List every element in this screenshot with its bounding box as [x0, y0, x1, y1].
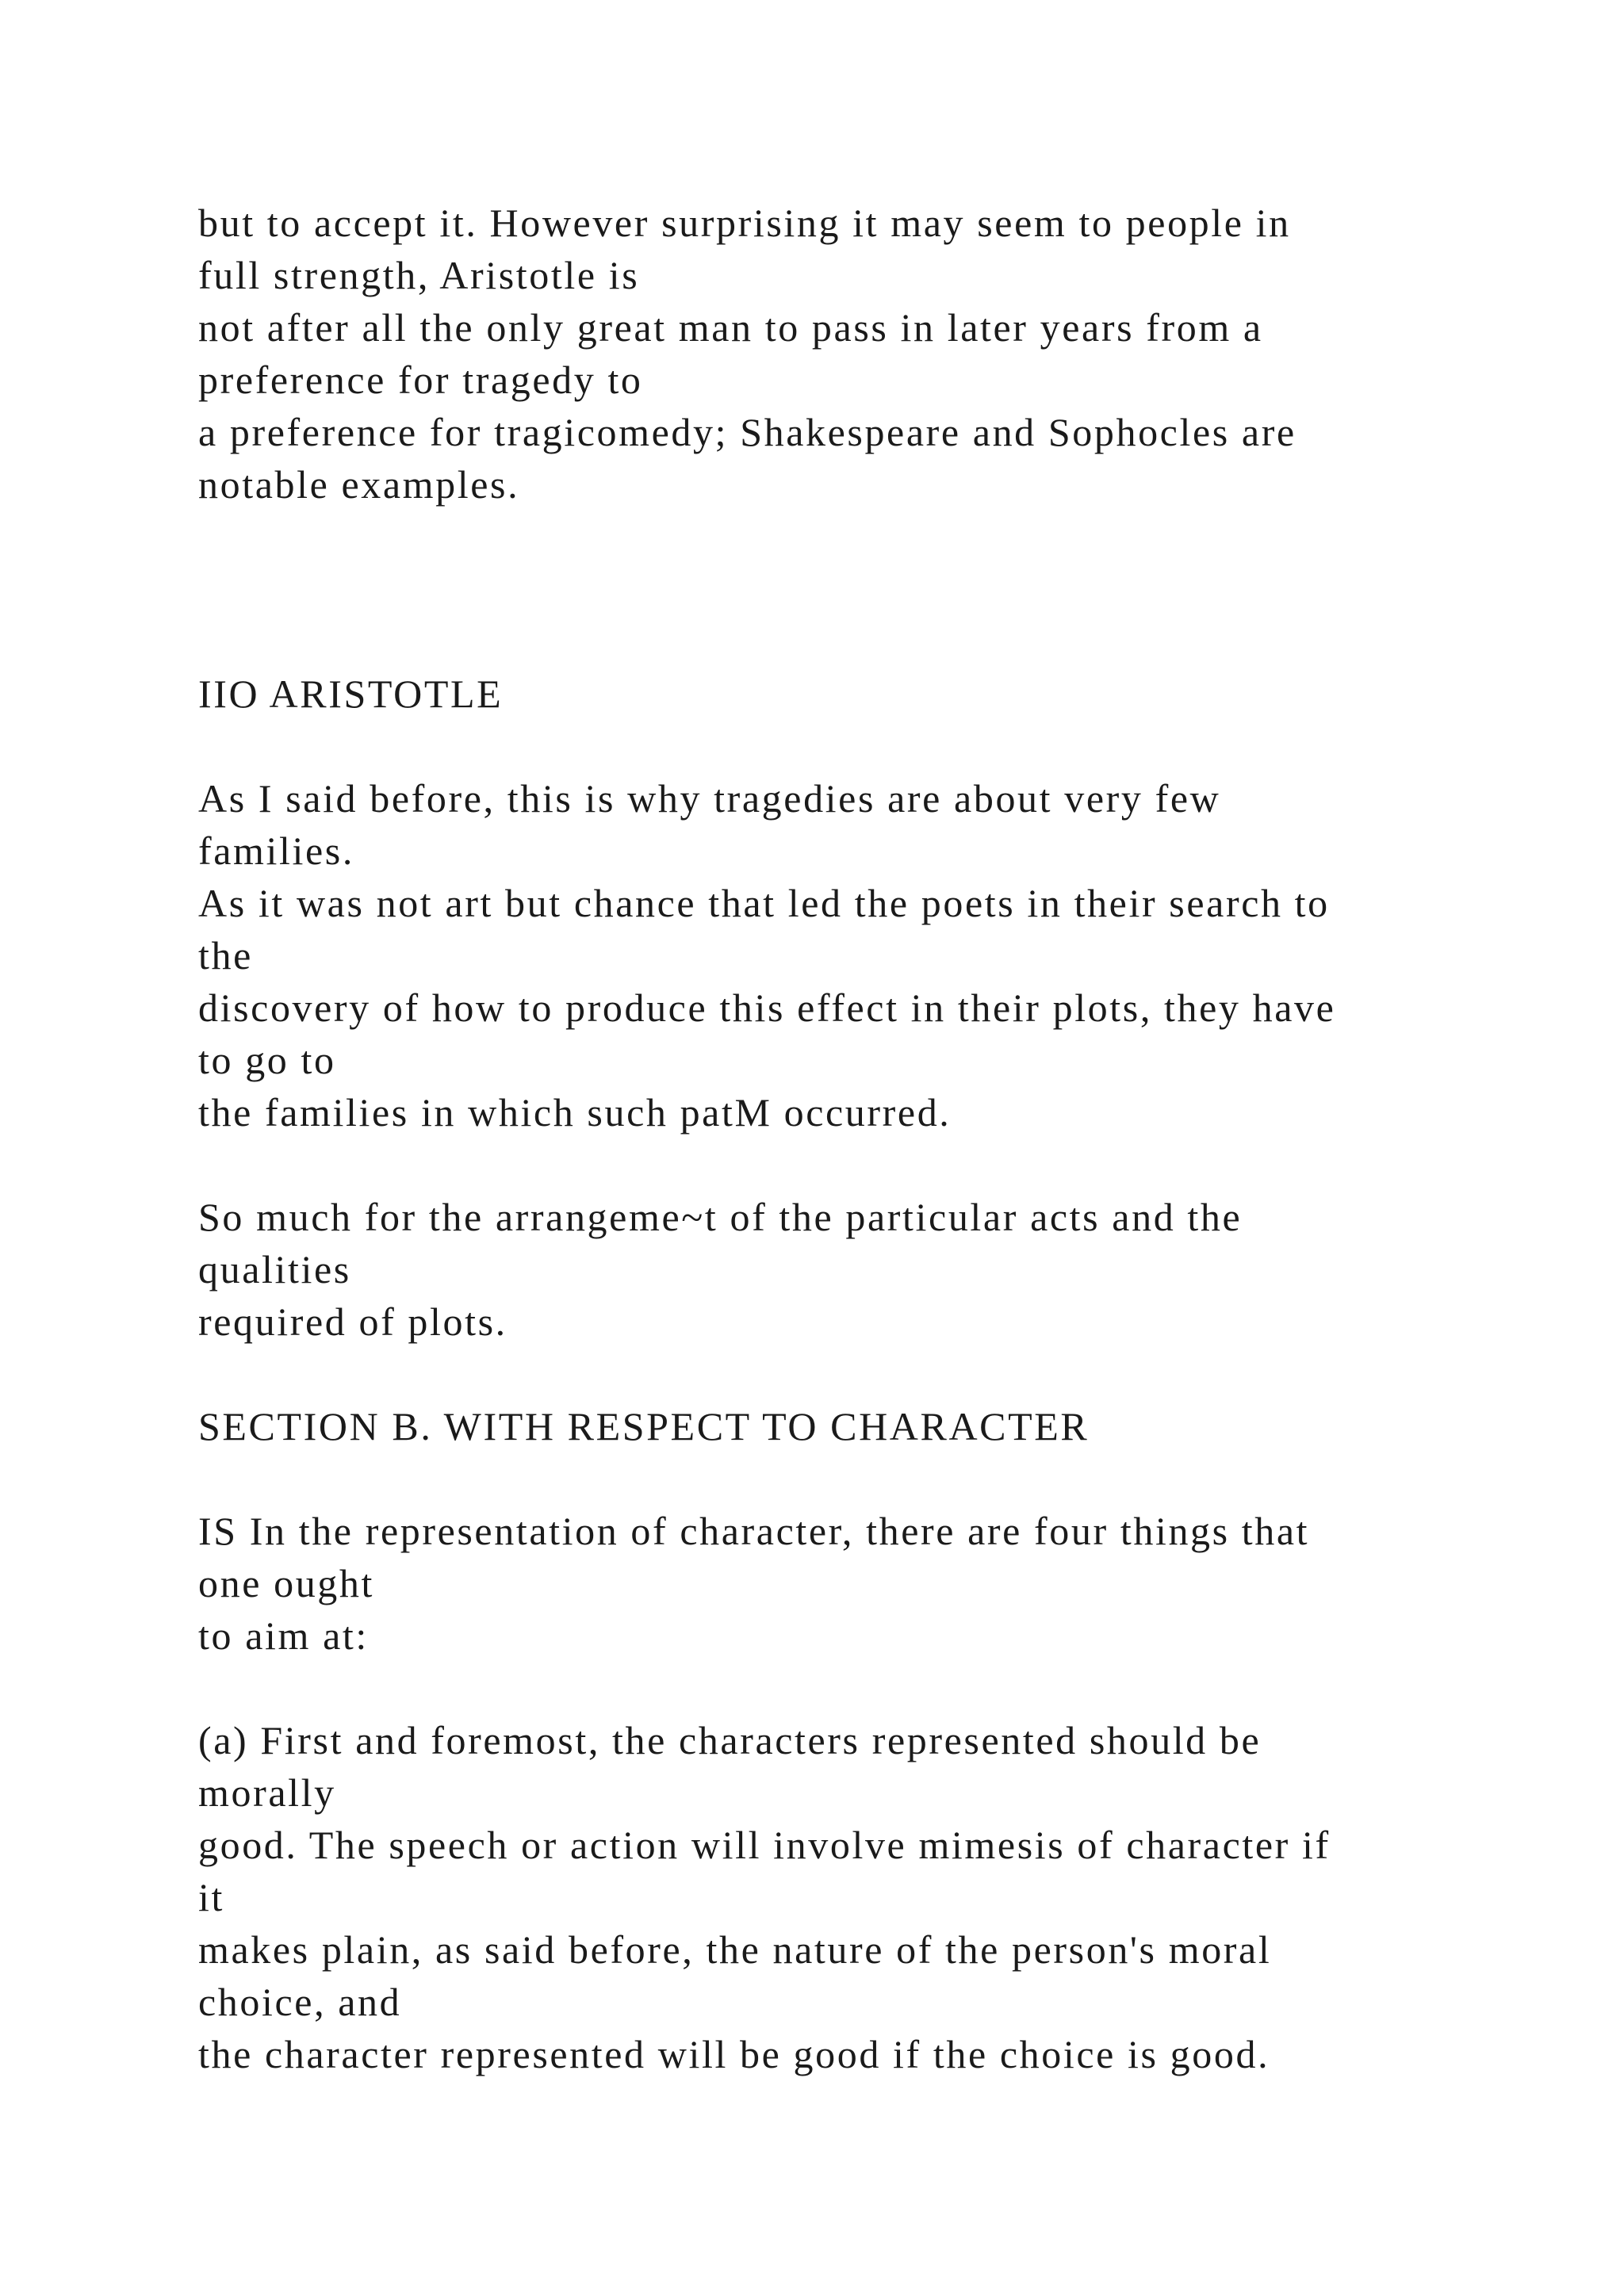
text-line: full strength, Aristotle is — [198, 253, 640, 297]
text-line: (a) First and foremost, the characters represented should be — [198, 1718, 1262, 1762]
text-line: the character represented will be good if the choice is good. — [198, 2032, 1270, 2076]
blank-line — [198, 615, 1507, 668]
text-line: families. — [198, 828, 354, 873]
text-line: makes plain, as said before, the nature of the person's moral — [198, 1927, 1272, 1972]
text-line: IS In the representation of character, there are four things that — [198, 1509, 1310, 1553]
text-line: the families in which such patM occurred. — [198, 1090, 952, 1135]
page-header-text: IIO ARISTOTLE — [198, 672, 504, 716]
text-line: not after all the only great man to pass in later years from a — [198, 305, 1263, 350]
text-line: to go to — [198, 1038, 336, 1082]
text-line: morally — [198, 1770, 336, 1815]
text-line: As it was not art but chance that led the poets in their search to — [198, 881, 1330, 925]
blank-line — [198, 563, 1507, 615]
section-title: SECTION B. WITH RESPECT TO CHARACTER — [198, 1404, 1090, 1448]
text-line: choice, and — [198, 1980, 402, 2024]
document-body — [198, 197, 1507, 2080]
text-line: to aim at: — [198, 1613, 369, 1658]
blank-line — [198, 511, 1507, 563]
text-line: notable examples. — [198, 462, 520, 507]
text-line: qualities — [198, 1247, 351, 1292]
paragraph-1 — [198, 197, 1507, 511]
section-heading — [198, 1400, 1507, 1452]
blank-line — [198, 720, 1507, 772]
paragraph-4 — [198, 1191, 1507, 1348]
text-line: one ought — [198, 1561, 374, 1605]
blank-line — [198, 1662, 1507, 1714]
text-line: As I said before, this is why tragedies are about very few — [198, 776, 1221, 821]
blank-line — [198, 1138, 1507, 1191]
text-line: a preference for tragicomedy; Shakespeare and Sophocles are — [198, 410, 1297, 454]
text-line: discovery of how to produce this effect in their plots, they have — [198, 985, 1336, 1030]
blank-line — [198, 1452, 1507, 1505]
running-header — [198, 668, 1507, 720]
paragraph-3 — [198, 772, 1507, 1138]
paragraph-7 — [198, 1714, 1507, 2080]
blank-line — [198, 1348, 1507, 1400]
text-line: good. The speech or action will involve mimesis of character if — [198, 1823, 1331, 1867]
text-line: the — [198, 933, 253, 978]
paragraph-6 — [198, 1505, 1507, 1662]
text-line: but to accept it. However surprising it may seem to people in — [198, 201, 1291, 245]
text-line: So much for the arrangeme~t of the particular acts and the — [198, 1195, 1243, 1239]
text-line: preference for tragedy to — [198, 358, 643, 402]
text-line: required of plots. — [198, 1299, 508, 1344]
text-line: it — [198, 1875, 224, 1919]
